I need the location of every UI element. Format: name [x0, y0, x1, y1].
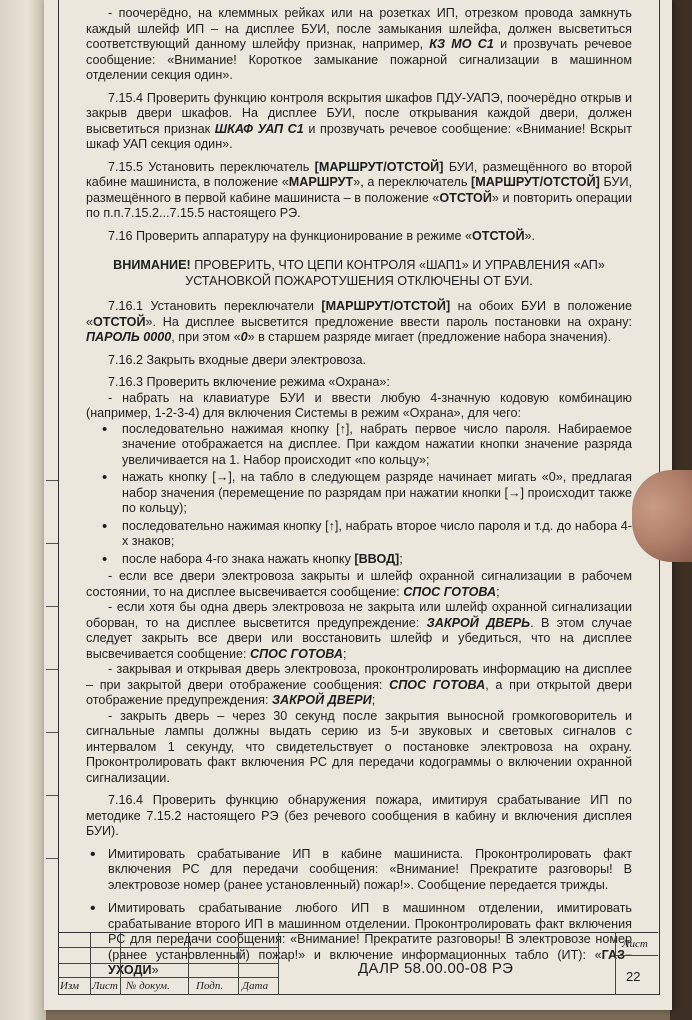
- message-spos-gotova: СПОС ГОТОВА: [250, 646, 343, 661]
- paragraph-7-15-4: [86, 91, 632, 153]
- left-page-edge: [0, 0, 46, 1020]
- text: - если все двери электровоза закрыты и шлейф охранной сигнализации в рабочем состоянии, то на дисплее высвечивается сообщение:: [86, 569, 632, 599]
- list-item: • последовательно нажимая кнопку [↑], набрать первое число пароля. Набираемое значение отображается на дисплее. При каждом нажатии кнопки значение разряда увеличивается на 1. Набор происходит «по кольцу»;: [122, 422, 632, 469]
- text: - поочерёдно, на клеммных рейках или на розетках ИП, отрезком провода замкнуть каждый шлейф ИП – на дисплее БУИ, после замыкания шлейфа, должен высветиться соответствующий данному шлейфу признак, например,: [86, 6, 632, 51]
- warning-label: ВНИМАНИЕ!: [113, 258, 191, 272]
- list-item: • Имитировать срабатывание ИП в кабине машиниста. Проконтролировать факт включения РС для передачи сообщения: «Внимание! Прекратите разговоры! В электровозе номер (ранее установленный) пожар!». Сообщение передается трижды.: [108, 847, 632, 894]
- stamp-label-data: Дата: [242, 980, 269, 992]
- message-gaz-uhodi: ГАЗ–УХОДИ: [108, 947, 632, 977]
- switch-label: [МАРШРУТ/ОТСТОЙ]: [321, 299, 451, 313]
- sheet-separator: [616, 955, 658, 956]
- grid-line: [238, 933, 239, 995]
- grid-line: [58, 963, 278, 964]
- sheet-box: [615, 933, 658, 995]
- stamp-label-izm: Изм: [60, 980, 79, 992]
- text: ;: [342, 646, 347, 661]
- grid-line: [90, 933, 91, 995]
- code-shkaf-uap: ШКАФ УАП С1: [214, 121, 304, 136]
- text: , при этом «: [171, 330, 241, 344]
- position-label: ОТСТОЙ: [93, 314, 146, 329]
- paragraph-7-16: [86, 229, 632, 245]
- mode-label: ОТСТОЙ: [472, 228, 525, 243]
- text: на обоих БУИ в положение «: [86, 299, 633, 329]
- title-block: [58, 932, 658, 995]
- paragraph-7-16-3: 7.16.3 Проверить включение режима «Охрана»:: [108, 375, 390, 389]
- text: БУИ, размещённого в первой кабине машиниста – в положение «: [86, 175, 632, 205]
- document-text: [86, 6, 632, 987]
- thumb-overlay: [632, 470, 692, 562]
- paragraph-enter-code: - набрать на клавиатуре БУИ и ввести любую 4-значную кодовую комбинацию (например, 1-2-3-4) для включения Системы в режим «Охрана», для чего:: [86, 390, 632, 420]
- paragraph-doors-closed: [86, 569, 632, 600]
- paragraph-7-16-1: [86, 299, 632, 346]
- code-kz-mo: КЗ МО С1: [429, 37, 494, 51]
- text: ;: [371, 693, 376, 707]
- text: ». На дисплее высветится предложение ввести пароль постановки на охрану:: [145, 314, 632, 329]
- list-item: [122, 552, 632, 568]
- paragraph-7-16-4: 7.16.4 Проверить функцию обнаружения пожара, имитируя срабатывание ИП по методике 7.15.2 настоящего РЭ (без речевого сообщения в кабину и включения дисплея БУИ).: [86, 793, 632, 838]
- message-spos-gotova: СПОС ГОТОВА: [403, 584, 497, 599]
- side-stamp-ticks: [46, 480, 58, 980]
- text: 7.15.5 Установить переключатель: [108, 159, 310, 174]
- stamp-label-list: Лист: [92, 980, 118, 992]
- title-block-grid: [58, 933, 278, 995]
- paragraph-short-circuit: [86, 6, 632, 84]
- text: 7.16 Проверить аппаратуру на функционирование в режиме «: [108, 228, 473, 243]
- list-item: • последовательно нажимая кнопку [↑], набрать второе число пароля и т.д. до набора 4-х знаков;: [122, 519, 632, 550]
- position-label: ОТСТОЙ: [439, 190, 492, 205]
- code-password: ПАРОЛЬ 0000: [86, 330, 172, 344]
- text: 7.16.1 Установить переключатели: [108, 299, 314, 313]
- paragraph-7-15-5: [86, 160, 632, 222]
- key-enter-label: [ВВОД]: [354, 551, 400, 566]
- text: - закрывая и открывая дверь электровоза, проконтролировать информацию на дисплее – при закрытой двери отображение сообщения:: [86, 662, 632, 692]
- text: и прозвучать речевое сообщение: «Внимание! Короткое замыкание пожарной сигнализации в машинном отделении секция один».: [86, 37, 633, 82]
- text: , а при открытой двери отображение предупреждения:: [86, 677, 633, 707]
- position-label: МАРШРУТ: [288, 175, 354, 189]
- text: и прозвучать речевое сообщение: «Внимание! Вскрыт шкаф УАП секция один».: [86, 121, 632, 151]
- grid-line: [278, 933, 279, 995]
- text: »: [151, 963, 159, 977]
- text: » в старшем разряде мигает (предложение набора значения).: [247, 330, 612, 344]
- paragraph-close-door: - закрыть дверь – через 30 секунд после закрытия выносной громкоговоритель и сигнальные лампы должны выдать серию из 5-и звуковых и световых сигналов с интервалом 1 секунду, что свидетельствует о постановке электровоза на охрану. Проконтролировать факт включения РС для передачи кодограммы о включении охранной сигнализации.: [86, 708, 632, 785]
- switch-label: [МАРШРУТ/ОТСТОЙ]: [314, 159, 444, 174]
- paragraph-door-open: [86, 600, 632, 662]
- paragraph-door-toggle: [86, 662, 632, 709]
- message-zakroy-dver: ЗАКРОЙ ДВЕРЬ: [426, 615, 531, 630]
- switch-label: [МАРШРУТ/ОТСТОЙ]: [471, 175, 600, 189]
- grid-line: [120, 933, 121, 995]
- text: » и повторить операции по п.п.7.15.2...7.15.5 настоящего РЭ.: [86, 190, 632, 220]
- password-steps-list: [86, 422, 632, 568]
- text: Имитировать срабатывание любого ИП в машинном отделении, имитировать срабатывание второго ИП в машинном отделении. Проконтролировать факт включения РС для передачи сообщения: «Внимание! Прекратите разговоры! В электровозе номер (ранее установленный) пожар!» и включение информационных табло (ИТ): «: [108, 901, 632, 962]
- paragraph-7-16-2: 7.16.2 Закрыть входные двери электровоза.: [108, 352, 367, 367]
- stamp-label-doc: № докум.: [126, 980, 170, 992]
- text: ;: [496, 584, 500, 599]
- text: . В этом случае следует закрыть все двери или восстановить шлейф и убедиться, что на дисплее высвечивается сообщение:: [86, 615, 633, 661]
- sheet-number: 22: [626, 969, 641, 984]
- text: - если хотя бы одна дверь электровоза не закрыта или шлейф охранной сигнализации оборван, то на дисплее высветится предупреждение:: [86, 600, 632, 630]
- text: », а переключатель: [353, 175, 468, 189]
- grid-line: [188, 933, 189, 995]
- text: ».: [524, 228, 536, 243]
- document-code: ДАЛР 58.00.00-08 РЭ: [358, 960, 514, 977]
- stamp-label-podp: Подп.: [196, 980, 224, 992]
- warning-block: [106, 258, 612, 289]
- text: БУИ, размещённого во второй кабине машиниста, в положение «: [86, 159, 632, 189]
- message-spos-gotova: СПОС ГОТОВА: [389, 677, 486, 692]
- text: ;: [399, 551, 403, 566]
- grid-line: [58, 977, 278, 978]
- warning-text: ПРОВЕРИТЬ, ЧТО ЦЕПИ КОНТРОЛЯ «ШАП1» И УПРАВЛЕНИЯ «АП» УСТАНОВКОЙ ПОЖАРОТУШЕНИЯ ОТКЛЮЧЕНЫ ОТ БУИ.: [185, 258, 605, 288]
- list-item: • нажать кнопку [→], на табло в следующем разряде начинает мигать «0», предлагая набор значения (перемещение по разрядам при нажатии кнопки [→] происходит также по кольцу);: [122, 470, 632, 517]
- text: 7.15.4 Проверить функцию контроля вскрытия шкафов ПДУ-УАПЭ, поочерёдно открыв и закрыв двери шкафов. На дисплее БУИ, после открывания каждой двери, должен высветиться признак: [86, 90, 632, 136]
- sheet-label: Лист: [622, 938, 648, 950]
- grid-line: [58, 947, 278, 948]
- text: после набора 4-го знака нажать кнопку: [122, 551, 351, 566]
- message-zakroy-dveri: ЗАКРОЙ ДВЕРИ: [271, 693, 372, 707]
- code-zero: 0: [240, 330, 248, 344]
